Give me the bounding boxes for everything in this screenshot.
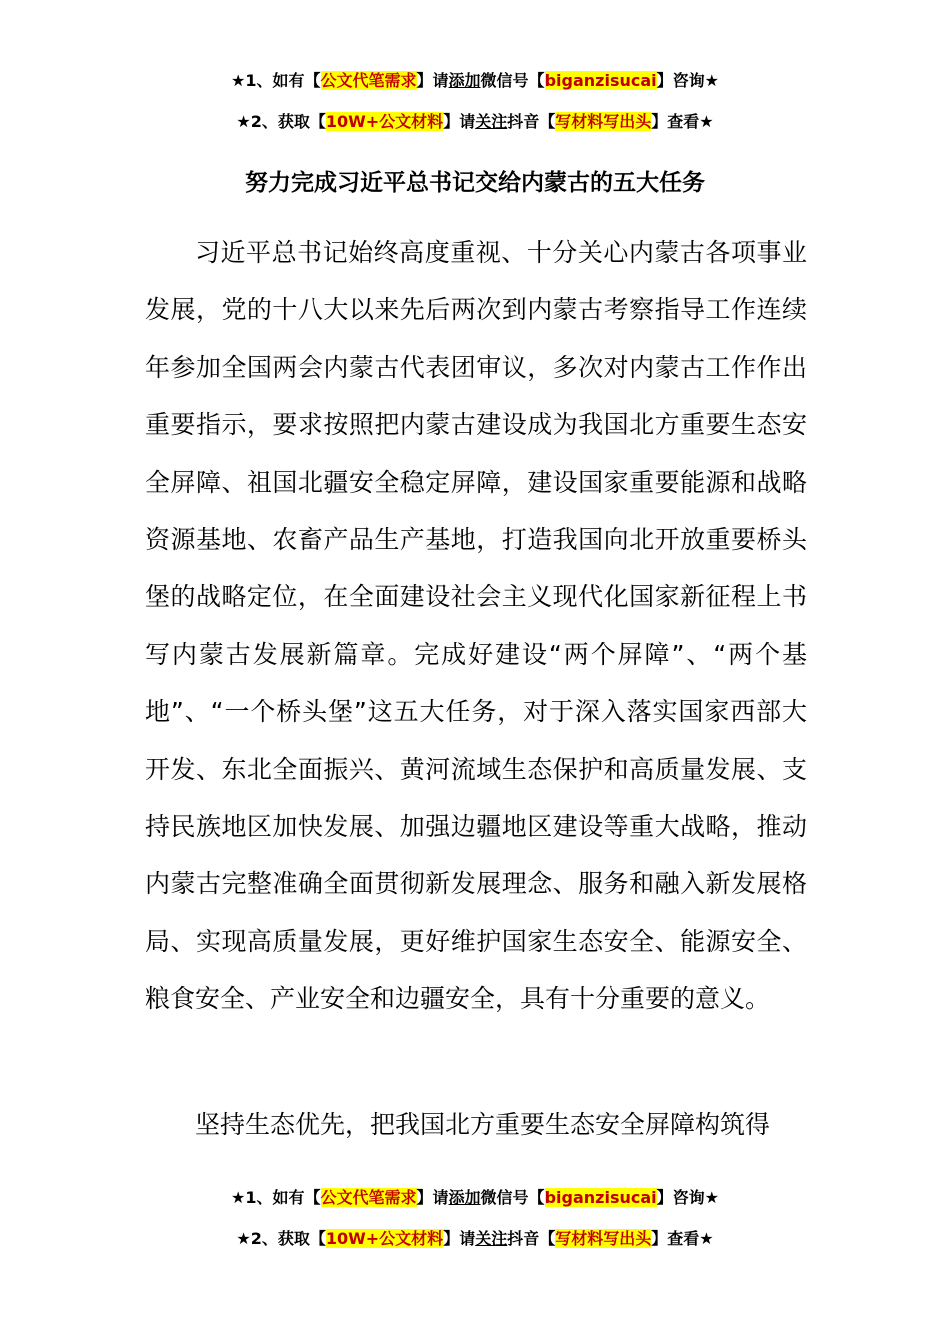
promo-suffix: 】查看★ <box>651 1229 714 1248</box>
promo-text: 微信号【 <box>480 1188 545 1207</box>
footer-promo-line-2 <box>0 1228 950 1250</box>
promo-highlight-materials: 10W+公文材料 <box>325 1229 444 1248</box>
promo-highlight-service: 公文代笔需求 <box>320 71 417 90</box>
body-paragraph-2: 坚持生态优先，把我国北方重要生态安全屏障构筑得 <box>195 1110 771 1139</box>
promo-suffix: 】咨询★ <box>656 1188 719 1207</box>
promo-text: 】请 <box>416 71 449 90</box>
promo-underlined-word: 关注 <box>475 1229 508 1248</box>
promo-text: 】请 <box>416 1188 449 1207</box>
promo-text: 】请 <box>443 112 476 131</box>
header-promo-line-2 <box>0 111 950 133</box>
promo-text: 抖音【 <box>507 112 556 131</box>
promo-underlined-word: 关注 <box>475 112 508 131</box>
document-title: 努力完成习近平总书记交给内蒙古的五大任务 <box>245 170 705 196</box>
promo-underlined-word: 添加 <box>448 71 481 90</box>
promo-highlight-service: 公文代笔需求 <box>320 1188 417 1207</box>
body-paragraph-1: 习近平总书记始终高度重视、十分关心内蒙古各项事业发展，党的十八大以来先后两次到内蒙古考察指导工作连续年参加全国两会内蒙古代表团审议，多次对内蒙古工作作出重要指示，要求按照把内蒙古建设成为我国北方重要生态安全屏障、祖国北疆安全稳定屏障，建设国家重要能源和战略资源基地、农畜产品生产基地，打造我国向北开放重要桥头堡的战略定位，在全面建设社会主义现代化国家新征程上书写内蒙古发展新篇章。完成好建设“两个屏障”、“两个基地”、“一个桥头堡”这五大任务，对于深入落实国家西部大开发、东北全面振兴、黄河流域生态保护和高质量发展、支持民族地区加快发展、加强边疆地区建设等重大战略，推动内蒙古完整准确全面贯彻新发展理念、服务和融入新发展格局、实现高质量发展，更好维护国家生态安全、能源安全、粮食安全、产业安全和边疆安全，具有十分重要的意义。 <box>145 238 807 1014</box>
promo-text: 】请 <box>443 1229 476 1248</box>
promo-prefix: ★2、获取【 <box>236 112 326 131</box>
promo-highlight-douyin-account: 写材料写出头 <box>555 1229 652 1248</box>
promo-text: 抖音【 <box>507 1229 556 1248</box>
promo-highlight-materials: 10W+公文材料 <box>325 112 444 131</box>
promo-highlight-wechat-id: biganzisucai <box>544 71 657 90</box>
promo-prefix: ★2、获取【 <box>236 1229 326 1248</box>
promo-suffix: 】查看★ <box>651 112 714 131</box>
promo-highlight-wechat-id: biganzisucai <box>544 1188 657 1207</box>
promo-prefix: ★1、如有【 <box>231 1188 321 1207</box>
promo-text: 微信号【 <box>480 71 545 90</box>
promo-prefix: ★1、如有【 <box>231 71 321 90</box>
header-promo-line-1 <box>0 70 950 92</box>
footer-promo-line-1 <box>0 1187 950 1209</box>
promo-highlight-douyin-account: 写材料写出头 <box>555 112 652 131</box>
promo-underlined-word: 添加 <box>448 1188 481 1207</box>
promo-suffix: 】咨询★ <box>656 71 719 90</box>
